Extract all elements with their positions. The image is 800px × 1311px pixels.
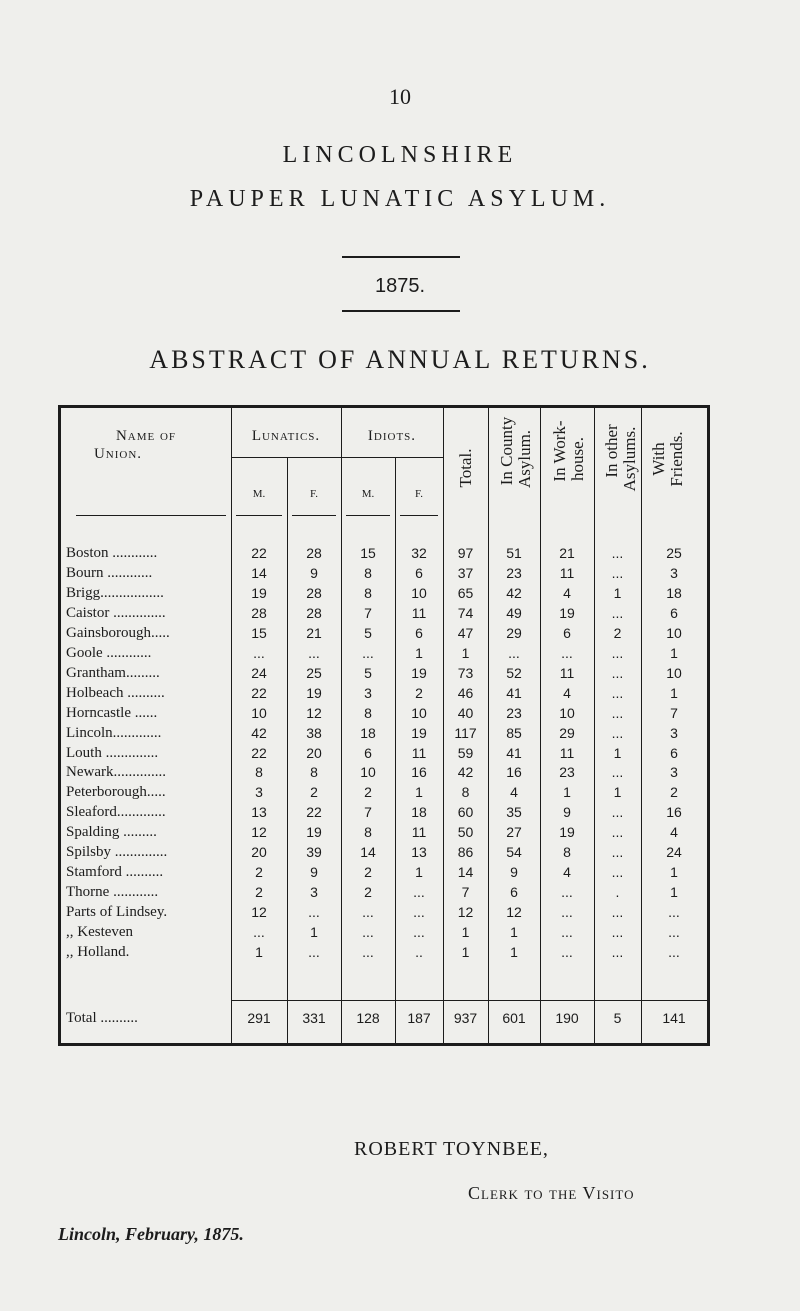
cell-if: 11 xyxy=(411,824,427,840)
cell-lf: 20 xyxy=(306,745,322,761)
cell-lm: 19 xyxy=(251,585,267,601)
header-workhouse-line2: house. xyxy=(568,437,587,481)
cell-total: 59 xyxy=(457,745,474,761)
table-row xyxy=(66,924,716,944)
header-idiots: Idiots. xyxy=(367,428,417,444)
cell-total: 50 xyxy=(457,824,474,840)
cell-total: 1 xyxy=(461,924,470,940)
cell-if: 18 xyxy=(411,804,427,820)
cell-im: 8 xyxy=(364,565,372,581)
cell-lf: 28 xyxy=(306,545,322,561)
cell-workhouse: 29 xyxy=(559,725,575,741)
cell-if: 1 xyxy=(415,784,423,800)
cell-workhouse: ... xyxy=(561,645,573,661)
cell-im: 128 xyxy=(356,1010,380,1026)
header-county-line1: In County xyxy=(497,416,516,486)
cell-im: 7 xyxy=(364,605,372,621)
cell-lm: 12 xyxy=(251,904,267,920)
cell-total: 1 xyxy=(461,645,470,661)
cell-im: 15 xyxy=(360,545,376,561)
cell-lf: 331 xyxy=(302,1010,326,1026)
union-name: ,, Holland. xyxy=(66,944,130,960)
cell-workhouse: 190 xyxy=(555,1010,579,1026)
cell-lf: 3 xyxy=(310,884,318,900)
cell-if: 187 xyxy=(407,1010,431,1026)
cell-workhouse: ... xyxy=(561,884,573,900)
table-row xyxy=(66,705,716,725)
cell-total: 60 xyxy=(457,804,474,820)
cell-workhouse: 21 xyxy=(559,545,575,561)
cell-county: 85 xyxy=(506,725,522,741)
header-idiots-m: M. xyxy=(361,488,375,500)
cell-lm: 15 xyxy=(251,625,267,641)
cell-if: ... xyxy=(413,904,425,920)
cell-lm: 291 xyxy=(247,1010,271,1026)
cell-if: 1 xyxy=(415,645,423,661)
header-rule xyxy=(400,515,438,516)
table-row xyxy=(66,824,716,844)
cell-im: ... xyxy=(362,904,374,920)
cell-if: ... xyxy=(413,924,425,940)
table-row xyxy=(66,944,716,964)
union-name: Parts of Lindsey. xyxy=(66,904,168,920)
header-other-line2: Asylums. xyxy=(620,426,639,492)
cell-friends: 3 xyxy=(670,565,678,581)
table-row xyxy=(66,625,716,645)
cell-total: 46 xyxy=(457,685,474,701)
cell-other: 1 xyxy=(613,784,622,800)
cell-if: 19 xyxy=(411,665,427,681)
cell-workhouse: 19 xyxy=(559,605,575,621)
cell-if: 32 xyxy=(411,545,427,561)
cell-county: 23 xyxy=(506,565,522,581)
cell-im: 8 xyxy=(364,585,372,601)
cell-total: 8 xyxy=(461,784,470,800)
header-subrule xyxy=(231,457,443,458)
cell-im: 7 xyxy=(364,804,372,820)
cell-lf: 28 xyxy=(306,585,322,601)
header-name-line2: Union. xyxy=(93,446,143,462)
cell-other: ... xyxy=(611,904,624,920)
cell-lf: 21 xyxy=(306,625,322,641)
table-row xyxy=(66,784,716,804)
total-row xyxy=(66,1010,716,1030)
table-row xyxy=(66,585,716,605)
cell-county: 16 xyxy=(506,764,522,780)
cell-lm: 22 xyxy=(251,545,267,561)
cell-lf: 25 xyxy=(306,665,322,681)
cell-friends: 1 xyxy=(670,884,678,900)
cell-county: ... xyxy=(508,645,520,661)
cell-total: 12 xyxy=(457,904,474,920)
header-lunatics: Lunatics. xyxy=(251,428,321,444)
cell-workhouse: ... xyxy=(561,924,573,940)
header-rule xyxy=(236,515,282,516)
cell-county: 51 xyxy=(506,545,522,561)
cell-lm: 24 xyxy=(251,665,267,681)
cell-total: 117 xyxy=(454,725,477,741)
cell-im: 3 xyxy=(364,685,372,701)
cell-lf: ... xyxy=(308,904,320,920)
table-row xyxy=(66,884,716,904)
cell-county: 27 xyxy=(506,824,522,840)
union-name: Sleaford............. xyxy=(66,804,166,820)
cell-county: 54 xyxy=(506,844,522,860)
cell-friends: 4 xyxy=(670,824,678,840)
header-rule xyxy=(76,515,226,516)
cell-county: 4 xyxy=(510,784,518,800)
cell-lm: 12 xyxy=(251,824,267,840)
cell-if: 11 xyxy=(411,605,427,621)
union-name: Spilsby .............. xyxy=(66,844,168,860)
header-lunatics-f: F. xyxy=(310,488,318,500)
cell-friends: 141 xyxy=(662,1010,686,1026)
union-name: Peterborough..... xyxy=(66,784,166,800)
cell-total: 42 xyxy=(457,764,474,780)
cell-friends: 24 xyxy=(666,844,682,860)
union-name: Lincoln............. xyxy=(66,725,162,741)
cell-lf: 19 xyxy=(306,685,322,701)
cell-county: 52 xyxy=(506,665,522,681)
cell-friends: 1 xyxy=(670,645,678,661)
cell-lm: 8 xyxy=(255,764,263,780)
union-name: Caistor .............. xyxy=(66,605,166,621)
table-row xyxy=(66,565,716,585)
cell-workhouse: 1 xyxy=(563,784,571,800)
table-row xyxy=(66,864,716,884)
cell-lf: ... xyxy=(308,944,320,960)
cell-friends: 7 xyxy=(670,705,678,721)
place-date: Lincoln, February, 1875. xyxy=(58,1224,244,1244)
cell-friends: ... xyxy=(668,944,680,960)
union-name: Holbeach .......... xyxy=(66,685,165,701)
cell-friends: 6 xyxy=(670,745,678,761)
cell-total: 73 xyxy=(457,665,474,681)
cell-lf: 19 xyxy=(306,824,322,840)
cell-total: 65 xyxy=(457,585,474,601)
cell-total: 7 xyxy=(461,884,470,900)
cell-lm: 1 xyxy=(255,944,263,960)
cell-workhouse: 9 xyxy=(563,804,571,820)
cell-workhouse: 4 xyxy=(563,585,571,601)
union-name: Grantham......... xyxy=(66,665,160,681)
cell-if: 2 xyxy=(415,685,423,701)
cell-total: 86 xyxy=(457,844,474,860)
cell-lf: 8 xyxy=(310,764,318,780)
cell-im: ... xyxy=(362,944,374,960)
cell-county: 6 xyxy=(510,884,518,900)
cell-im: 8 xyxy=(364,705,372,721)
cell-if: 6 xyxy=(415,625,423,641)
cell-lm: 14 xyxy=(251,565,267,581)
cell-other: ... xyxy=(611,864,624,880)
cell-im: 5 xyxy=(364,665,372,681)
table-row xyxy=(66,685,716,705)
header-total: Total. xyxy=(456,448,475,488)
union-name: Newark.............. xyxy=(66,764,166,780)
cell-other: ... xyxy=(611,844,624,860)
table-row xyxy=(66,725,716,745)
cell-county: 23 xyxy=(506,705,522,721)
cell-lf: 2 xyxy=(310,784,318,800)
cell-other: ... xyxy=(611,824,624,840)
cell-im: 2 xyxy=(364,884,372,900)
union-name: ,, Kesteven xyxy=(66,924,134,940)
cell-im: 10 xyxy=(360,764,376,780)
cell-im: 18 xyxy=(360,725,376,741)
header-county-line2: Asylum. xyxy=(515,429,534,489)
table-left-border xyxy=(58,405,61,1046)
cell-county: 1 xyxy=(510,924,518,940)
cell-other: ... xyxy=(611,764,624,780)
cell-workhouse: 6 xyxy=(563,625,571,641)
union-name: Thorne ............ xyxy=(66,884,159,900)
header-friends-line1: With xyxy=(649,442,668,476)
cell-im: 8 xyxy=(364,824,372,840)
cell-workhouse: 4 xyxy=(563,685,571,701)
cell-workhouse: ... xyxy=(561,944,573,960)
cell-friends: 3 xyxy=(670,725,678,741)
title-line-1: LINCOLNSHIRE xyxy=(282,142,518,168)
cell-county: 41 xyxy=(506,685,522,701)
union-name: Louth .............. xyxy=(66,745,159,761)
cell-workhouse: 11 xyxy=(559,745,575,761)
cell-workhouse: 11 xyxy=(559,565,575,581)
table-row xyxy=(66,645,716,665)
cell-lm: 22 xyxy=(251,745,267,761)
cell-county: 41 xyxy=(506,745,522,761)
header-lunatics-m: M. xyxy=(252,488,266,500)
cell-lf: 12 xyxy=(306,705,322,721)
cell-friends: 3 xyxy=(670,764,678,780)
cell-lm: 3 xyxy=(255,784,263,800)
cell-other: 1 xyxy=(613,585,622,601)
cell-other: ... xyxy=(611,705,624,721)
cell-if: 6 xyxy=(415,565,423,581)
cell-im: ... xyxy=(362,645,374,661)
cell-lf: 38 xyxy=(306,725,322,741)
union-name: Horncastle ...... xyxy=(66,705,158,721)
table-row xyxy=(66,904,716,924)
header-workhouse-line1: In Work- xyxy=(550,420,569,482)
union-name: Brigg................. xyxy=(66,585,164,601)
cell-other: ... xyxy=(611,565,624,581)
header-idiots-f: F. xyxy=(415,488,423,500)
cell-county: 12 xyxy=(506,904,522,920)
cell-workhouse: 23 xyxy=(559,764,575,780)
cell-other: ... xyxy=(611,944,624,960)
union-name: Stamford .......... xyxy=(66,864,164,880)
table-row xyxy=(66,545,716,565)
cell-lm: 22 xyxy=(251,685,267,701)
cell-im: 6 xyxy=(364,745,372,761)
cell-friends: ... xyxy=(668,904,680,920)
cell-im: 14 xyxy=(360,844,376,860)
abstract-heading: ABSTRACT OF ANNUAL RETURNS. xyxy=(149,345,651,374)
cell-other: ... xyxy=(611,685,624,701)
cell-if: 10 xyxy=(411,585,427,601)
cell-total: 14 xyxy=(457,864,474,880)
cell-im: 5 xyxy=(364,625,372,641)
table-row xyxy=(66,745,716,765)
cell-im: 2 xyxy=(364,784,372,800)
union-name: Gainsborough..... xyxy=(66,625,170,641)
cell-other: ... xyxy=(611,545,624,561)
union-name: Spalding ......... xyxy=(66,824,157,840)
cell-total: 97 xyxy=(457,545,474,561)
divider-top xyxy=(342,256,460,258)
table-row xyxy=(66,804,716,824)
union-name: Total .......... xyxy=(66,1010,138,1026)
cell-friends: 18 xyxy=(666,585,682,601)
cell-lm: ... xyxy=(253,645,265,661)
cell-total: 40 xyxy=(457,705,474,721)
table-row xyxy=(66,605,716,625)
cell-other: ... xyxy=(611,665,624,681)
cell-friends: 1 xyxy=(670,864,678,880)
cell-other: ... xyxy=(611,924,624,940)
cell-lf: 9 xyxy=(310,565,318,581)
cell-workhouse: 11 xyxy=(559,665,575,681)
cell-lf: 1 xyxy=(310,924,318,940)
cell-lm: 10 xyxy=(251,705,267,721)
cell-county: 29 xyxy=(506,625,522,641)
cell-workhouse: ... xyxy=(561,904,573,920)
table-row xyxy=(66,764,716,784)
cell-total: 937 xyxy=(453,1010,478,1026)
cell-friends: 10 xyxy=(666,625,682,641)
cell-lf: 22 xyxy=(306,804,322,820)
cell-lm: 42 xyxy=(251,725,267,741)
cell-workhouse: 19 xyxy=(559,824,575,840)
year: 1875. xyxy=(374,275,426,297)
cell-other: ... xyxy=(611,725,624,741)
cell-other: ... xyxy=(611,605,624,621)
cell-if: 11 xyxy=(411,745,427,761)
cell-friends: ... xyxy=(668,924,680,940)
cell-lm: 2 xyxy=(255,884,263,900)
cell-other: . xyxy=(615,884,620,900)
cell-friends: 1 xyxy=(670,685,678,701)
cell-total: 47 xyxy=(457,625,474,641)
cell-lm: ... xyxy=(253,924,265,940)
divider-bottom xyxy=(342,310,460,312)
cell-county: 35 xyxy=(506,804,522,820)
cell-other: 1 xyxy=(613,745,622,761)
page-number: 10 xyxy=(389,84,411,109)
cell-lm: 20 xyxy=(251,844,267,860)
signer-name: ROBERT TOYNBEE, xyxy=(354,1138,549,1160)
cell-friends: 2 xyxy=(670,784,678,800)
cell-friends: 6 xyxy=(670,605,678,621)
cell-total: 1 xyxy=(461,944,470,960)
cell-lf: 9 xyxy=(310,864,318,880)
cell-county: 601 xyxy=(502,1010,526,1026)
cell-workhouse: 4 xyxy=(563,864,571,880)
signer-title: Clerk to the Visito xyxy=(468,1183,635,1203)
cell-friends: 10 xyxy=(666,665,682,681)
cell-if: 16 xyxy=(411,764,427,780)
cell-other: 5 xyxy=(613,1010,622,1026)
table-row xyxy=(66,844,716,864)
header-rule xyxy=(292,515,336,516)
header-friends-line2: Friends. xyxy=(667,431,686,487)
union-name: Boston ............ xyxy=(66,545,158,561)
cell-if: 1 xyxy=(415,864,423,880)
header-name-line1: Name of xyxy=(115,428,177,444)
table-bottom-border xyxy=(58,1043,710,1046)
cell-other: ... xyxy=(611,645,624,661)
cell-if: 19 xyxy=(411,725,427,741)
cell-county: 42 xyxy=(506,585,522,601)
cell-lm: 28 xyxy=(251,605,267,621)
table-row xyxy=(66,665,716,685)
cell-if: .. xyxy=(415,944,423,960)
union-name: Bourn ............ xyxy=(66,565,153,581)
title-line-2: PAUPER LUNATIC ASYLUM. xyxy=(189,186,611,212)
cell-other: 2 xyxy=(613,625,622,641)
cell-friends: 25 xyxy=(666,545,682,561)
total-rule xyxy=(231,1000,707,1001)
cell-workhouse: 10 xyxy=(559,705,575,721)
cell-county: 1 xyxy=(510,944,518,960)
cell-if: ... xyxy=(413,884,425,900)
header-other-line1: In other xyxy=(602,424,621,478)
cell-county: 9 xyxy=(510,864,518,880)
cell-lm: 13 xyxy=(251,804,267,820)
cell-im: 2 xyxy=(364,864,372,880)
union-name: Goole ............ xyxy=(66,645,152,661)
cell-total: 74 xyxy=(457,605,474,621)
cell-lf: 28 xyxy=(306,605,322,621)
cell-other: ... xyxy=(611,804,624,820)
cell-friends: 16 xyxy=(666,804,682,820)
cell-total: 37 xyxy=(457,565,474,581)
cell-workhouse: 8 xyxy=(563,844,571,860)
cell-lf: 39 xyxy=(306,844,322,860)
cell-if: 10 xyxy=(411,705,427,721)
cell-lm: 2 xyxy=(255,864,263,880)
cell-im: ... xyxy=(362,924,374,940)
cell-lf: ... xyxy=(308,645,320,661)
cell-county: 49 xyxy=(506,605,522,621)
header-rule xyxy=(346,515,390,516)
cell-if: 13 xyxy=(411,844,427,860)
